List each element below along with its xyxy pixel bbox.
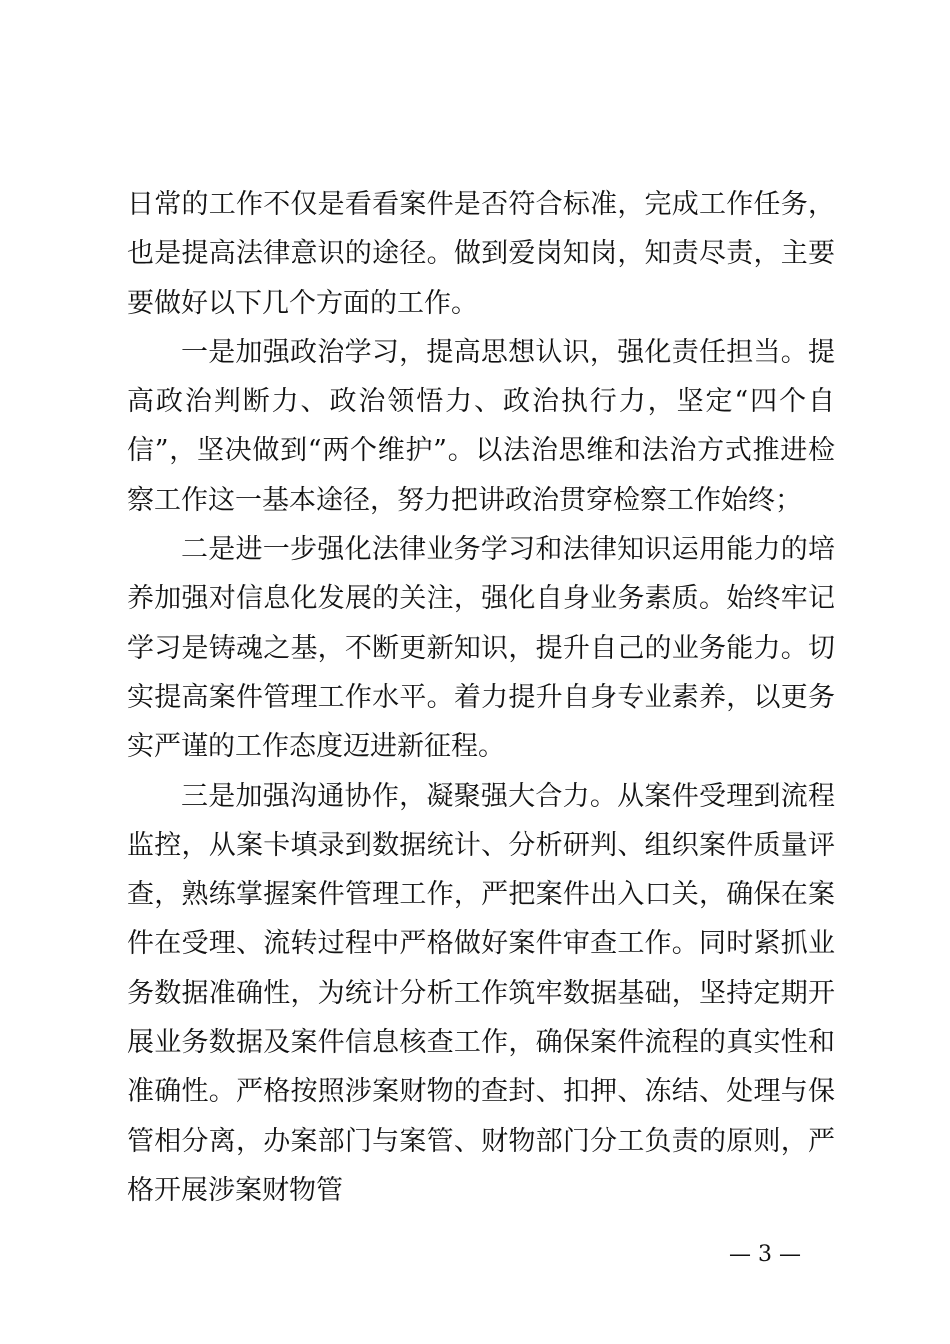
paragraph-3: 二是进一步强化法律业务学习和法律知识运用能力的培养加强对信息化发展的关注，强化自身业务素质。始终牢记学习是铸魂之基，不断更新知识，提升自己的业务能力。切实提高案件管理工作水平。着力提升自身专业素养，以更务实严谨的工作态度迈进新征程。: [127, 534, 835, 763]
paragraph-2: 一是加强政治学习，提高思想认识，强化责任担当。提高政治判断力、政治领悟力、政治执行力，坚定“四个自信”，坚决做到“两个维护”。以法治思维和法治方式推进检察工作这一基本途径，努力把讲政治贯穿检察工作始终；: [127, 336, 835, 516]
body-text: [127, 180, 835, 1215]
paragraph-1: 日常的工作不仅是看看案件是否符合标准，完成工作任务，也是提高法律意识的途径。做到爱岗知岗，知责尽责，主要要做好以下几个方面的工作。: [127, 189, 835, 319]
paragraph-4: 三是加强沟通协作，凝聚强大合力。从案件受理到流程监控，从案卡填录到数据统计、分析研判、组织案件质量评查，熟练掌握案件管理工作，严把案件出入口关，确保在案件在受理、流转过程中严格做好案件审查工作。同时紧抓业务数据准确性，为统计分析工作筑牢数据基础，坚持定期开展业务数据及案件信息核查工作，确保案件流程的真实性和准确性。严格按照涉案财物的查封、扣押、冻结、处理与保管相分离，办案部门与案管、财物部门分工负责的原则，严格开展涉案财物管: [127, 780, 835, 1206]
page-number: — 3 —: [729, 1242, 801, 1267]
